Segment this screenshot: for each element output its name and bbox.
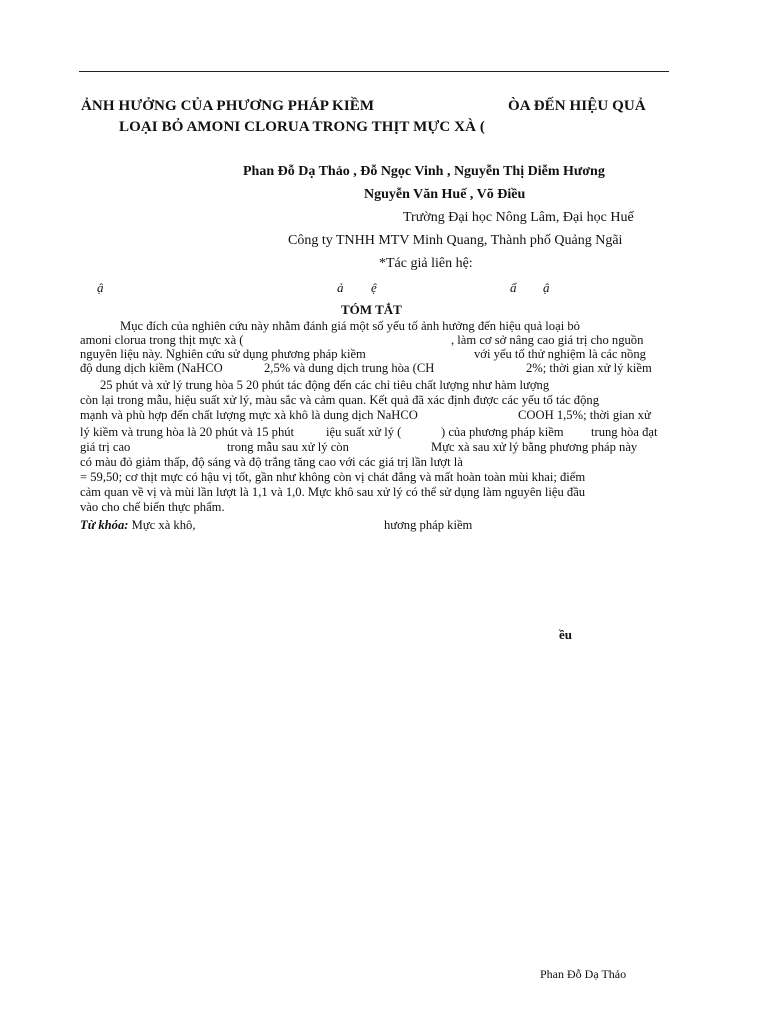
abstract-line: iệu suất xử lý ( (326, 425, 402, 439)
keywords-value-1: Mực xà khô, (131, 518, 196, 532)
abstract-line: với yếu tố thử nghiệm là các nồng (474, 347, 646, 361)
abstract-line: cảm quan về vị và mùi lần lượt là 1,1 và 1,0. Mực khô sau xử lý có thể sử dụng làm nguyên liệu đầu (80, 485, 586, 499)
footer-author: Phan Đỗ Dạ Thảo (540, 967, 627, 981)
abstract-line: mạnh và phù hợp đến chất lượng mực xà khô là dung dịch NaHCO (80, 408, 418, 422)
fragment-2: ả (337, 280, 344, 295)
abstract-line: ) của phương pháp kiềm (441, 425, 564, 439)
title-line-1b: ÒA ĐẾN HIỆU QUẢ (508, 98, 646, 114)
authors-line-2: Nguyễn Văn Huế , Võ Điều (364, 187, 526, 202)
abstract-line: còn lại trong mẫu, hiệu suất xử lý, màu sắc và cảm quan. Kết quả đã xác định được các yếu tố tác động (80, 393, 599, 407)
abstract-heading: TÓM TẮT (341, 302, 402, 317)
abstract-line: 2%; thời gian xử lý kiềm (526, 361, 652, 375)
affiliation-2: Công ty TNHH MTV Minh Quang, Thành phố Quảng Ngãi (288, 233, 623, 248)
title-line-2: LOẠI BỎ AMONI CLORUA TRONG THỊT MỰC XÀ ( (119, 119, 485, 135)
affiliation-1: Trường Đại học Nông Lâm, Đại học Huế (403, 210, 634, 225)
fragment-4: ẩ (510, 280, 517, 295)
abstract-line: 2,5% và dung dịch trung hòa (CH (264, 361, 435, 375)
authors-line-1: Phan Đỗ Dạ Thảo , Đỗ Ngọc Vinh , Nguyễn Thị Diễm Hương (243, 164, 605, 179)
abstract-line: độ dung dịch kiềm (NaHCO (80, 361, 223, 375)
abstract-line: giá trị cao (80, 440, 131, 454)
abstract-line: Mục đích của nghiên cứu này nhằm đánh giá một số yếu tố ảnh hưởng đến hiệu quả loại bỏ (120, 319, 580, 333)
keywords-value-2: hương pháp kiềm (384, 518, 473, 532)
header-rule (79, 71, 669, 72)
abstract-line: trong mẫu sau xử lý còn (227, 440, 349, 454)
abstract-line: COOH 1,5%; thời gian xử (518, 408, 651, 422)
abstract-line: amoni clorua trong thịt mực xà ( (80, 333, 244, 347)
keywords-label: Từ khóa: (80, 518, 129, 532)
keywords-line (80, 518, 195, 532)
abstract-line: 25 phút và xử lý trung hòa 5 20 phút tác động đến các chỉ tiêu chất lượng như hàm lượng (100, 378, 550, 392)
title-line-1a: ẢNH HƯỞNG CỦA PHƯƠNG PHÁP KIỀM (81, 98, 375, 114)
abstract-line: , làm cơ sở nâng cao giá trị cho nguồn (451, 333, 644, 347)
fragment-5: ậ (543, 280, 550, 295)
corresponding-author: *Tác giả liên hệ: (379, 256, 473, 271)
stray-fragment: ều (559, 627, 572, 642)
abstract-line: có màu đỏ giảm thấp, độ sáng và độ trắng tăng cao với các giá trị lần lượt là (80, 455, 463, 469)
abstract-line: lý kiềm và trung hòa là 20 phút và 15 phút (80, 425, 295, 439)
abstract-line: trung hòa đạt (591, 425, 658, 439)
abstract-line: vào cho chế biến thực phẩm. (80, 500, 225, 514)
fragment-1: ậ (97, 280, 104, 295)
fragment-3: ệ (371, 280, 377, 295)
abstract-line: Mực xà sau xử lý bằng phương pháp này (431, 440, 638, 454)
abstract-line: = 59,50; cơ thịt mực có hậu vị tốt, gần như không còn vị chát đắng và mất hoàn toàn mùi khai; điểm (80, 470, 586, 484)
abstract-line: nguyên liệu này. Nghiên cứu sử dụng phương pháp kiềm (80, 347, 366, 361)
